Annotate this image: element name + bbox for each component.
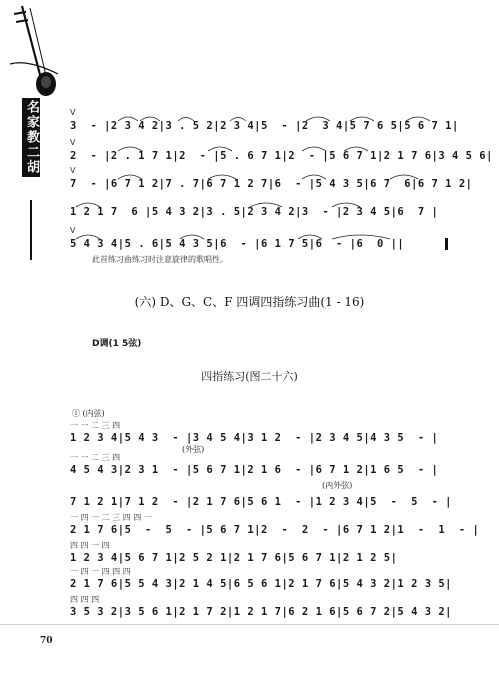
finger-marks: 四 四 一 四 bbox=[70, 541, 110, 550]
finger-marks: 一 四 一 二 三 四 四 一 bbox=[70, 513, 152, 522]
notation-line: 2 - |2 . 1 7 1|2 - |5 . 6 7 1|2 - |5 6 7 1|2 1 7 6|3 4 5 6| bbox=[70, 150, 493, 162]
notation-line: 3 5 3 2|3 5 6 1|2 1 7 2|1 2 1 7|6 2 1 6|5 6 7 2|5 4 3 2| bbox=[70, 606, 453, 618]
score-system bbox=[70, 512, 480, 538]
erhu-instrument-icon bbox=[8, 4, 60, 100]
score-system bbox=[70, 194, 448, 220]
outer-string-label: (外弦) bbox=[182, 445, 205, 454]
score-system bbox=[70, 420, 448, 446]
finger-marks: 四 四 四 bbox=[70, 595, 100, 604]
page-number: 70 bbox=[40, 636, 53, 646]
score-system bbox=[70, 226, 448, 252]
notation-line: 3 - |2 3 4 2|3 . 5 2|2 3 4|5 - |2 3 4|5 7 6 5|5 6 7 1| bbox=[70, 120, 459, 132]
notation-line: 7 1 2 1|7 1 2 - |2 1 7 6|5 6 1 - |1 2 3 4|5 - 5 - | bbox=[70, 496, 453, 508]
notation-line: 1 2 3 4|5 4 3 - |3 4 5 4|3 1 2 - |2 3 4 5|4 3 5 - | bbox=[70, 432, 439, 444]
practice-note: 此首练习曲练习时注意旋律的歌唱性。 bbox=[92, 255, 228, 264]
exercise-number-label bbox=[72, 408, 105, 419]
exercise-title: 四指练习(图二十六) bbox=[201, 370, 298, 383]
notation-line: 7 - |6 7 1 2|7 . 7|6 7 1 2 7|6 - |5 4 3 5|6 7 6|6 7 1 2| bbox=[70, 178, 473, 190]
notation-line: 1 2 1 7 6 |5 4 3 2|3 . 5|2 3 4 2|3 - |2 3 4 5|6 7 | bbox=[70, 206, 439, 218]
side-rule bbox=[30, 200, 32, 260]
score-system bbox=[70, 166, 473, 192]
score-system bbox=[70, 540, 448, 566]
series-title: 名家教二胡 bbox=[24, 100, 39, 175]
score-system bbox=[70, 108, 459, 134]
final-barline bbox=[445, 238, 448, 250]
score-system bbox=[70, 484, 453, 510]
bowing-marks: V bbox=[70, 108, 76, 117]
finger-marks: 一 一 二 三 四 bbox=[70, 453, 121, 462]
finger-marks: 一 一 二 三 四 bbox=[70, 421, 121, 430]
score-system bbox=[70, 566, 453, 592]
finger-marks: 一 四 一 四 四 四 bbox=[70, 567, 131, 576]
notation-line: 2 1 7 6|5 - 5 - |5 6 7 1|2 - 2 - |6 7 1 2|1 - 1 - | bbox=[70, 524, 480, 536]
bowing-marks: V bbox=[70, 166, 76, 175]
bowing-marks: V bbox=[70, 138, 76, 147]
notation-line: 1 2 3 4|5 6 7 1|2 5 2 1|2 1 7 6|5 6 7 1|2 1 2 5| bbox=[70, 552, 398, 564]
notation-line: 5 4 3 4|5 . 6|5 4 3 5|6 - |6 1 7 5|6 - |6 0 || bbox=[70, 238, 405, 250]
inner-outer-string-label: (内外弦) bbox=[322, 481, 353, 490]
section-heading: (六) D、G、C、F 四调四指练习曲(1 - 16) bbox=[134, 295, 365, 309]
bowing-marks: V bbox=[70, 226, 76, 235]
score-system bbox=[70, 138, 493, 164]
notation-line: 4 5 4 3|2 3 1 - |5 6 7 1|2 1 6 - |6 7 1 2|1 6 5 - | bbox=[70, 464, 439, 476]
exercise-number: ① bbox=[72, 409, 80, 418]
series-strip bbox=[0, 0, 48, 260]
key-label: D调(1 5弦) bbox=[92, 339, 142, 349]
score-system bbox=[70, 452, 448, 478]
bottom-rule bbox=[0, 624, 499, 625]
inner-string-label: (内弦) bbox=[82, 409, 105, 418]
notation-line: 2 1 7 6|5 5 4 3|2 1 4 5|6 5 6 1|2 1 7 6|5 4 3 2|1 2 3 5| bbox=[70, 578, 453, 590]
score-system bbox=[70, 594, 453, 620]
finger-marks bbox=[70, 484, 448, 496]
